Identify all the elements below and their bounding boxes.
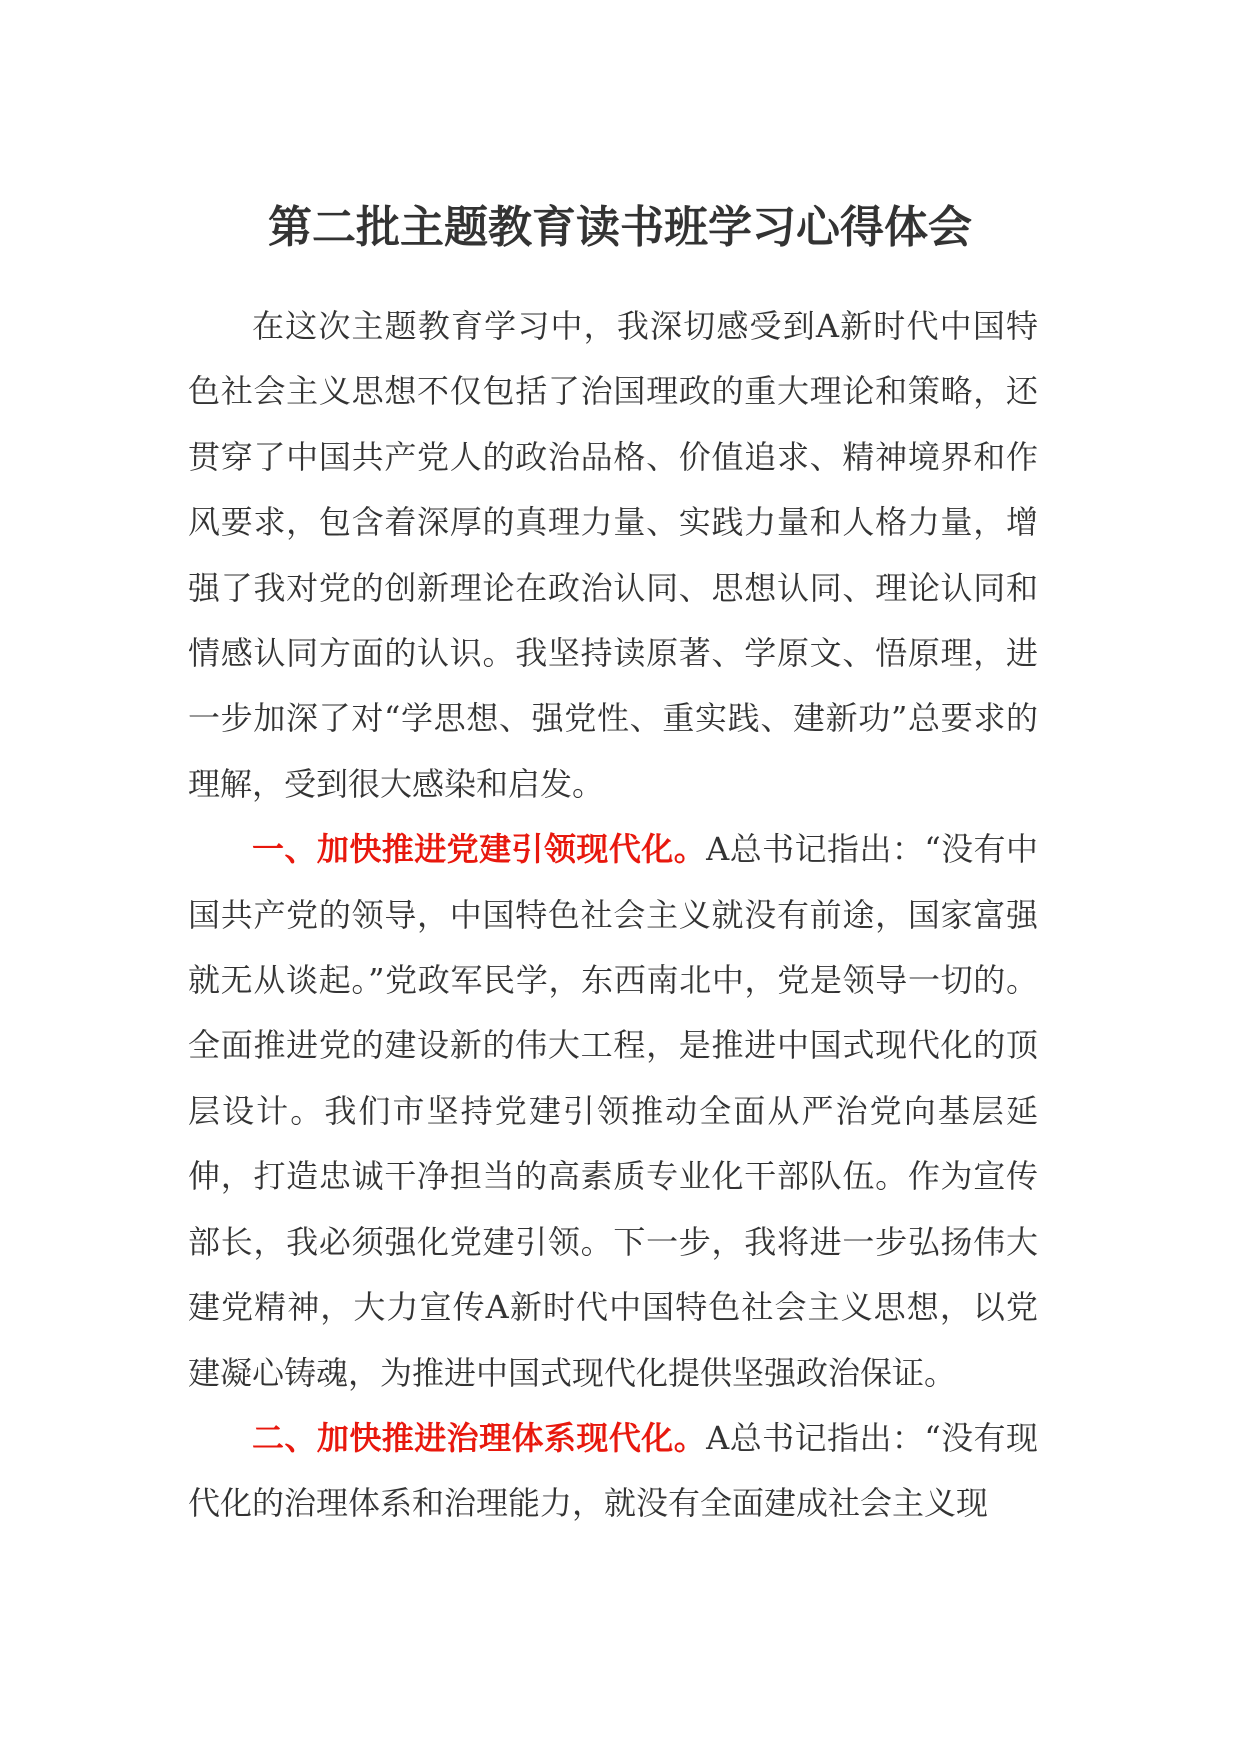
paragraph-intro: [188, 294, 1038, 817]
section-heading-1: 一、加快推进党建引领现代化。: [252, 830, 707, 869]
paragraph-text: 在这次主题教育学习中，我深切感受到A新时代中国特色社会主义思想不仅包括了治国理政的重大理论和策略，还贯穿了中国共产党人的政治品格、价值追求、精神境界和作风要求，包含着深厚的真理力量、实践力量和人格力量，增强了我对党的创新理论在政治认同、思想认同、理论认同和情感认同方面的认识。我坚持读原著、学原文、悟原理，进一步加深了对“学思想、强党性、重实践、建新功”总要求的理解，受到很大感染和启发。: [188, 307, 1038, 803]
section-heading-2: 二、加快推进治理体系现代化。: [252, 1418, 707, 1457]
paragraph-section-1: [188, 817, 1038, 1406]
document-body: [188, 294, 1038, 1537]
paragraph-section-2: [188, 1406, 1038, 1537]
paragraph-text: A总书记指出：“没有中国共产党的领导，中国特色社会主义就没有前途，国家富强就无从谈起。”党政军民学，东西南北中，党是领导一切的。全面推进党的建设新的伟大工程，是推进中国式现代化的顶层设计。我们市坚持党建引领推动全面从严治党向基层延伸，打造忠诚干净担当的高素质专业化干部队伍。作为宣传部长，我必须强化党建引领。下一步，我将进一步弘扬伟大建党精神，大力宣传A新时代中国特色社会主义思想，以党建凝心铸魂，为推进中国式现代化提供坚强政治保证。: [188, 830, 1038, 1392]
paragraph-text: A总书记指出：“没有现代化的治理体系和治理能力，就没有全面建成社会主义现: [188, 1418, 1038, 1523]
document-title: 第二批主题教育读书班学习心得体会: [268, 202, 972, 253]
